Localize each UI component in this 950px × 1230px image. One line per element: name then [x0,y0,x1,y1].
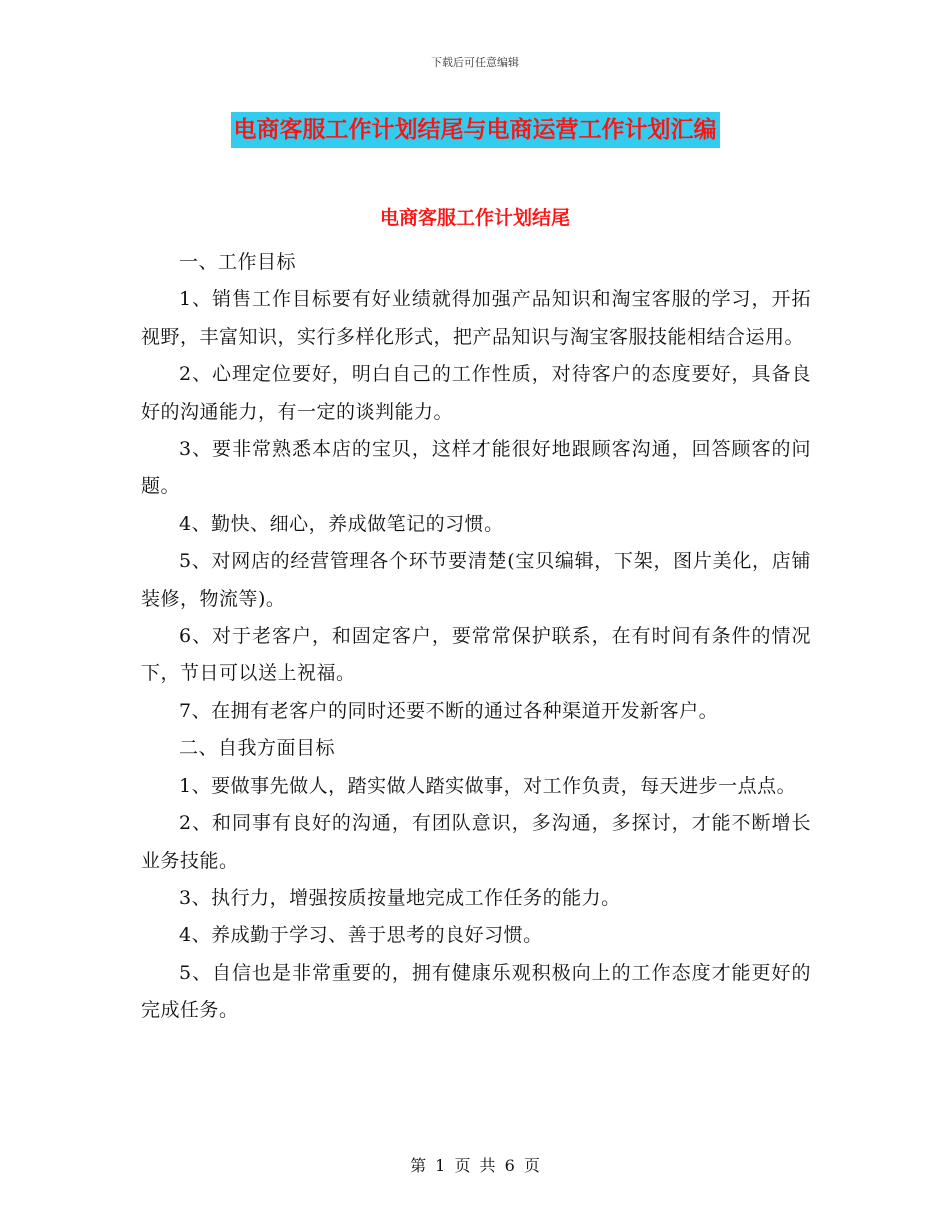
paragraph-goal-2: 2、心理定位要好，明白自己的工作性质，对待客户的态度要好，具备良好的沟通能力，有一定的谈判能力。 [141,363,811,423]
heading-work-goals: 一、工作目标 [179,251,297,273]
paragraph-goal-3: 3、要非常熟悉本店的宝贝，这样才能很好地跟顾客沟通，回答顾客的问题。 [141,438,811,498]
paragraph-goal-1: 1、销售工作目标要有好业绩就得加强产品知识和淘宝客服的学习，开拓视野，丰富知识，实行多样化形式，把产品知识与淘宝客服技能相结合运用。 [141,288,811,348]
paragraph-goal-5: 5、对网店的经营管理各个环节要清楚(宝贝编辑，下架，图片美化，店铺装修，物流等)。 [141,550,811,610]
heading-self-goals: 二、自我方面目标 [179,737,336,760]
paragraph-goal-6: 6、对于老客户，和固定客户，要常常保护联系，在有时间有条件的情况下，节日可以送上祝福。 [141,625,811,685]
paragraph-self-goal-2: 2、和同事有良好的沟通，有团队意识，多沟通，多探讨，才能不断增长业务技能。 [141,812,811,872]
document-body [141,244,811,1030]
section-title: 电商客服工作计划结尾 [379,207,570,229]
paragraph-goal-7: 7、在拥有老客户的同时还要不断的通过各种渠道开发新客户。 [179,699,719,722]
paragraph-self-goal-3: 3、执行力，增强按质按量地完成工作任务的能力。 [179,886,621,909]
main-title-container [0,112,950,148]
page-number-footer: 第 1 页 共 6 页 [410,1156,540,1175]
paragraph-goal-4: 4、勤快、细心，养成做笔记的习惯。 [179,512,504,535]
paragraph-self-goal-5: 5、自信也是非常重要的，拥有健康乐观积极向上的工作态度才能更好的完成任务。 [141,961,811,1022]
header-note: 下载后可任意编辑 [431,56,519,69]
paragraph-self-goal-1: 1、要做事先做人，踏实做人踏实做事，对工作负责，每天进步一点点。 [179,774,797,797]
document-main-title: 电商客服工作计划结尾与电商运营工作计划汇编 [231,112,720,148]
paragraph-self-goal-4: 4、养成勤于学习、善于思考的良好习惯。 [179,924,543,947]
